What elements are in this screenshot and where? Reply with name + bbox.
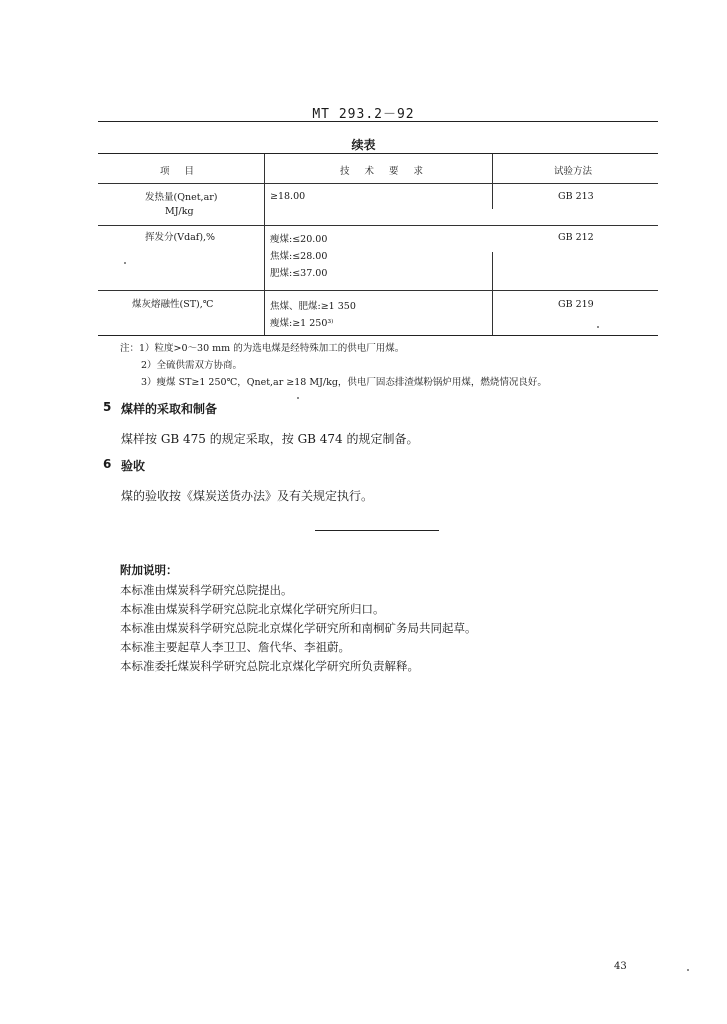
row2-requirement-3: 肥煤:≤37.00	[270, 268, 328, 279]
row2-requirement-2: 焦煤:≤28.00	[270, 251, 328, 262]
section-6-title: 验收	[121, 459, 146, 473]
table-col-divider-1	[264, 154, 265, 335]
col-header-requirement: 技 术 要 求	[340, 166, 430, 177]
row1-item: 发热量(Qnet,ar)	[145, 192, 218, 203]
supplement-line-1: 本标准由煤炭科学研究总院提出。	[120, 583, 293, 597]
row3-requirement-2: 瘦煤:≥1 250³⁾	[270, 318, 334, 329]
row1-requirement: ≥18.00	[270, 191, 306, 202]
table-row-rule-1	[98, 225, 658, 226]
scan-speck	[597, 326, 599, 328]
row2-item: 挥发分(Vdaf),%	[145, 232, 216, 243]
row1-method: GB 213	[558, 191, 594, 202]
row1-item-unit: MJ/kg	[165, 206, 194, 217]
supplement-line-2: 本标准由煤炭科学研究总院北京煤化学研究所归口。	[120, 602, 385, 616]
table-continued-label: 续表	[351, 138, 376, 152]
table-col-divider-2b	[492, 252, 493, 290]
table-col-divider-2c	[492, 291, 493, 335]
section-6-body: 煤的验收按《煤炭送货办法》及有关规定执行。	[121, 489, 374, 503]
col-header-method: 试验方法	[554, 166, 593, 177]
table-col-divider-2a	[492, 154, 493, 209]
table-note-3: 3）瘦煤 ST≥1 250℃，Qnet,ar ≥18 MJ/kg，供电厂固态排渣煤粉锅炉用煤，燃烧情况良好。	[141, 377, 547, 388]
section-5-body: 煤样按 GB 475 的规定采取，按 GB 474 的规定制备。	[121, 432, 419, 446]
standard-code: MT 293.2－92	[312, 107, 415, 122]
table-bottom-rule	[98, 335, 658, 336]
supplement-line-4: 本标准主要起草人李卫卫、詹代华、李祖蔚。	[120, 640, 350, 654]
col-header-item: 项 目	[160, 166, 201, 177]
supplement-line-5: 本标准委托煤炭科学研究总院北京煤化学研究所负责解释。	[120, 659, 419, 673]
supplement-line-3: 本标准由煤炭科学研究总院北京煤化学研究所和南桐矿务局共同起草。	[120, 621, 477, 635]
row2-method: GB 212	[558, 232, 594, 243]
row3-item: 煤灰熔融性(ST),℃	[132, 299, 214, 310]
header-rule	[98, 121, 658, 122]
table-note-2: 2）全硫供需双方协商。	[141, 360, 243, 371]
table-row-rule-2	[98, 290, 658, 291]
row3-method: GB 219	[558, 299, 594, 310]
scan-speck	[297, 397, 299, 399]
scan-speck	[124, 262, 126, 264]
section-5-title: 煤样的采取和制备	[121, 402, 218, 416]
scan-speck	[687, 969, 689, 971]
row3-requirement-1: 焦煤、肥煤:≥1 350	[270, 301, 356, 312]
supplement-title: 附加说明：	[120, 563, 178, 577]
section-5-number: 5	[103, 400, 112, 414]
section-6-number: 6	[103, 457, 112, 471]
table-header-rule	[98, 183, 658, 184]
row2-requirement-1: 瘦煤:≤20.00	[270, 234, 328, 245]
end-of-text-rule	[315, 530, 439, 531]
page-number: 43	[614, 961, 627, 972]
table-top-rule	[98, 153, 658, 154]
table-note-1: 注：1）粒度>0～30 mm 的为选电煤是经特殊加工的供电厂用煤。	[120, 343, 405, 354]
